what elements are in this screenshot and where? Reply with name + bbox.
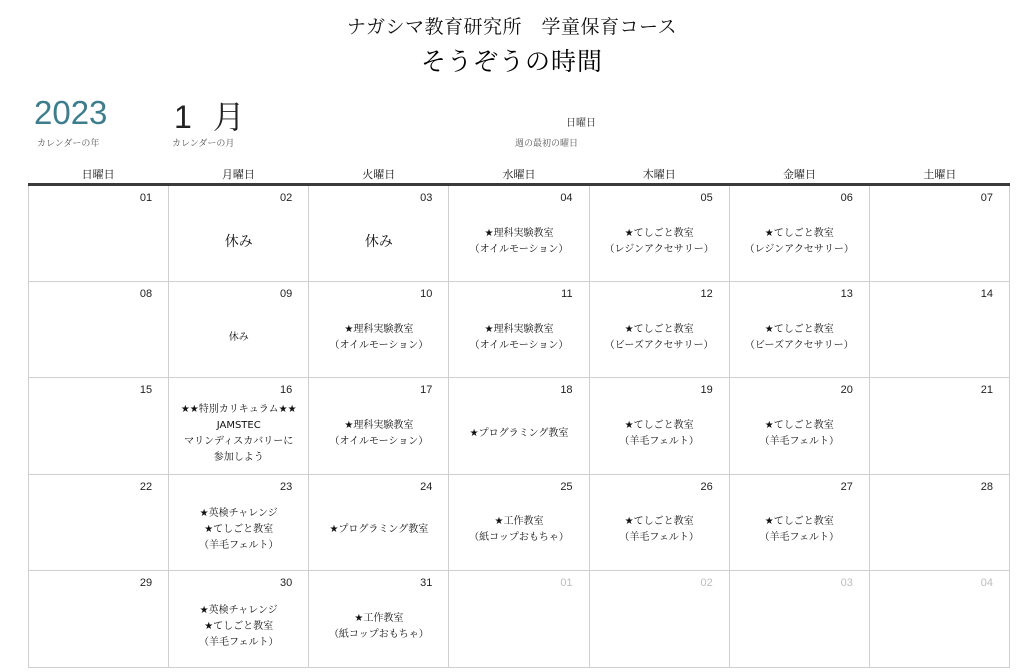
day-number: 25 (560, 480, 573, 493)
day-event[interactable] (173, 208, 304, 275)
calendar-day-cell[interactable] (870, 475, 1010, 571)
event-text: （羊毛フェルト） (619, 532, 699, 544)
day-number: 16 (280, 384, 293, 397)
calendar-day-cell[interactable] (29, 475, 169, 571)
weekday-friday: 金曜日 (783, 168, 817, 181)
day-number: 14 (980, 288, 993, 301)
day-number: 08 (139, 288, 153, 301)
calendar-day-cell[interactable] (309, 186, 449, 282)
calendar-day-cell[interactable] (870, 186, 1010, 282)
event-text: （オイルモーション） (329, 339, 429, 351)
organization-name: ナガシマ教育研究所 学童保育コース (346, 16, 678, 38)
event-text: ★てしごと教室 (764, 419, 834, 431)
calendar-day-cell[interactable] (29, 378, 169, 474)
event-text: （ビーズアクセサリー） (604, 339, 714, 351)
day-event[interactable] (173, 400, 304, 467)
day-number: 06 (840, 192, 853, 204)
page-title: そうぞうの時間 (420, 47, 603, 76)
day-number: 22 (139, 480, 153, 493)
calendar-day-cell[interactable] (169, 475, 309, 571)
day-event[interactable] (313, 400, 444, 467)
day-number: 03 (420, 192, 433, 204)
day-number: 05 (700, 192, 713, 204)
event-text: ★てしごと教室 (624, 227, 694, 239)
calendar-day-cell[interactable] (590, 282, 730, 378)
weekday-thursday: 木曜日 (642, 168, 676, 181)
day-number: 28 (980, 480, 993, 493)
day-number: 09 (280, 288, 293, 301)
calendar-day-cell[interactable] (870, 378, 1010, 474)
event-text: （羊毛フェルト） (198, 636, 279, 648)
calendar-day-cell[interactable] (870, 282, 1010, 378)
week-start-day[interactable]: 日曜日 (566, 118, 596, 129)
day-number: 12 (700, 288, 713, 301)
calendar-day-cell[interactable] (590, 186, 730, 282)
day-number: 03 (840, 576, 853, 589)
calendar-day-cell[interactable] (730, 475, 870, 571)
day-number: 29 (139, 576, 153, 589)
day-event[interactable] (594, 208, 725, 275)
calendar-day-cell[interactable] (169, 378, 309, 474)
event-text: （オイルモーション） (469, 243, 569, 255)
weekday-tuesday: 火曜日 (362, 168, 396, 181)
calendar-day-cell-next-month[interactable] (730, 571, 870, 667)
day-event[interactable] (453, 400, 584, 467)
event-text: ★てしごと教室 (624, 323, 694, 335)
calendar-day-cell[interactable] (590, 475, 730, 571)
day-event[interactable] (173, 497, 304, 564)
event-text: ★てしごと教室 (204, 524, 274, 536)
event-text: ★てしごと教室 (764, 516, 834, 528)
day-number: 04 (560, 192, 573, 204)
weekday-saturday: 土曜日 (923, 168, 957, 181)
calendar-year[interactable]: 2023 (34, 94, 108, 131)
day-number: 13 (840, 288, 853, 301)
day-event[interactable] (453, 208, 584, 275)
event-text: ★理科実験教室 (344, 419, 414, 431)
day-event[interactable] (734, 304, 865, 371)
calendar-day-cell[interactable] (309, 475, 449, 571)
calendar-day-cell[interactable] (309, 571, 449, 667)
day-number: 27 (840, 480, 853, 493)
event-text: ★てしごと教室 (764, 227, 834, 239)
event-text: （羊毛フェルト） (619, 435, 699, 447)
calendar-day-cell[interactable] (29, 186, 169, 282)
day-event[interactable] (173, 593, 304, 661)
calendar-day-cell[interactable] (169, 282, 309, 378)
event-text: （羊毛フェルト） (759, 532, 840, 544)
calendar-day-cell[interactable] (169, 571, 309, 667)
weekday-monday: 月曜日 (221, 168, 255, 181)
event-text: （紙コップおもちゃ） (469, 532, 569, 544)
calendar-day-cell[interactable] (449, 378, 589, 474)
event-text: ★理科実験教室 (484, 227, 554, 239)
event-text: （レジンアクセサリー） (744, 243, 854, 255)
event-text: ★理科実験教室 (344, 323, 414, 335)
event-text: ★プログラミング教室 (469, 427, 569, 439)
event-text: ★プログラミング教室 (329, 524, 429, 536)
day-number: 02 (280, 192, 293, 204)
calendar-day-cell[interactable] (449, 475, 589, 571)
event-text: JAMSTEC (216, 419, 261, 431)
calendar-day-cell[interactable] (29, 571, 169, 667)
calendar-day-cell[interactable] (29, 282, 169, 378)
event-text: ★工作教室 (494, 516, 544, 528)
day-event[interactable] (453, 304, 584, 371)
day-event[interactable] (453, 497, 584, 564)
calendar-grid (28, 186, 1010, 668)
day-event[interactable] (594, 400, 725, 467)
event-text: （オイルモーション） (469, 339, 569, 351)
event-text: （羊毛フェルト） (198, 540, 279, 552)
event-text: 参加しよう (213, 451, 264, 463)
event-text: ★工作教室 (354, 612, 404, 624)
day-number: 17 (420, 384, 433, 397)
day-number: 02 (700, 576, 713, 589)
day-number: 31 (420, 576, 433, 589)
week-start-label: 週の最初の曜日 (515, 139, 579, 149)
weekday-header-row (28, 166, 1010, 183)
calendar-month[interactable]: 1 月 (174, 99, 251, 135)
day-number: 18 (560, 384, 573, 397)
calendar-day-cell-next-month[interactable] (590, 571, 730, 667)
calendar-day-cell[interactable] (449, 186, 589, 282)
day-number: 04 (980, 576, 993, 589)
day-number: 07 (980, 192, 993, 204)
event-text: ★てしごと教室 (624, 516, 694, 528)
day-event[interactable] (734, 208, 865, 275)
event-text: ★★特別カリキュラム★★ (180, 403, 297, 415)
event-text: ★てしごと教室 (204, 620, 274, 632)
day-number: 19 (700, 384, 713, 397)
day-event[interactable] (734, 400, 865, 467)
event-text: （羊毛フェルト） (759, 435, 840, 447)
calendar-day-cell[interactable] (449, 282, 589, 378)
day-event[interactable] (173, 304, 304, 371)
event-text: ★英検チャレンジ (199, 604, 278, 616)
event-text: ★てしごと教室 (764, 323, 834, 335)
calendar-day-cell[interactable] (730, 282, 870, 378)
day-event[interactable] (313, 497, 444, 564)
event-text: 休み (228, 331, 249, 343)
day-number: 24 (420, 480, 433, 493)
calendar-day-cell[interactable] (590, 378, 730, 474)
calendar-day-cell[interactable] (730, 186, 870, 282)
day-number: 15 (139, 384, 153, 397)
day-event[interactable] (594, 304, 725, 371)
day-event[interactable] (734, 497, 865, 564)
event-text: （オイルモーション） (329, 435, 429, 447)
weekday-wednesday: 水曜日 (502, 168, 536, 181)
calendar-day-cell-next-month[interactable] (870, 571, 1010, 667)
day-event[interactable] (594, 497, 725, 564)
event-text: （紙コップおもちゃ） (328, 628, 429, 640)
day-number: 01 (560, 576, 573, 589)
day-number: 26 (700, 480, 713, 493)
event-text: ★英検チャレンジ (199, 508, 278, 520)
event-text: （レジンアクセサリー） (604, 243, 714, 255)
calendar-day-cell[interactable] (309, 282, 449, 378)
day-event[interactable] (313, 304, 444, 371)
calendar-day-cell[interactable] (309, 378, 449, 474)
calendar-year-label: カレンダーの年 (37, 139, 100, 149)
day-number: 01 (139, 192, 153, 204)
day-number: 10 (420, 288, 433, 301)
day-number: 20 (840, 384, 853, 397)
day-number: 11 (561, 288, 573, 301)
day-number: 23 (280, 480, 293, 493)
event-text: ★てしごと教室 (624, 419, 694, 431)
calendar-day-cell[interactable] (169, 186, 309, 282)
day-event[interactable] (313, 208, 444, 275)
event-text: （ビーズアクセサリー） (744, 339, 854, 351)
event-text: マリンディスカバリーに (184, 435, 294, 447)
day-number: 30 (280, 576, 293, 589)
event-text: ★理科実験教室 (484, 323, 554, 335)
event-text: 休み (364, 233, 393, 250)
day-event[interactable] (313, 593, 444, 661)
weekday-sunday: 日曜日 (81, 168, 115, 181)
event-text: 休み (224, 233, 253, 250)
calendar-day-cell-next-month[interactable] (449, 571, 589, 667)
calendar-month-label: カレンダーの月 (172, 139, 235, 149)
day-number: 21 (980, 384, 993, 397)
calendar-day-cell[interactable] (730, 378, 870, 474)
